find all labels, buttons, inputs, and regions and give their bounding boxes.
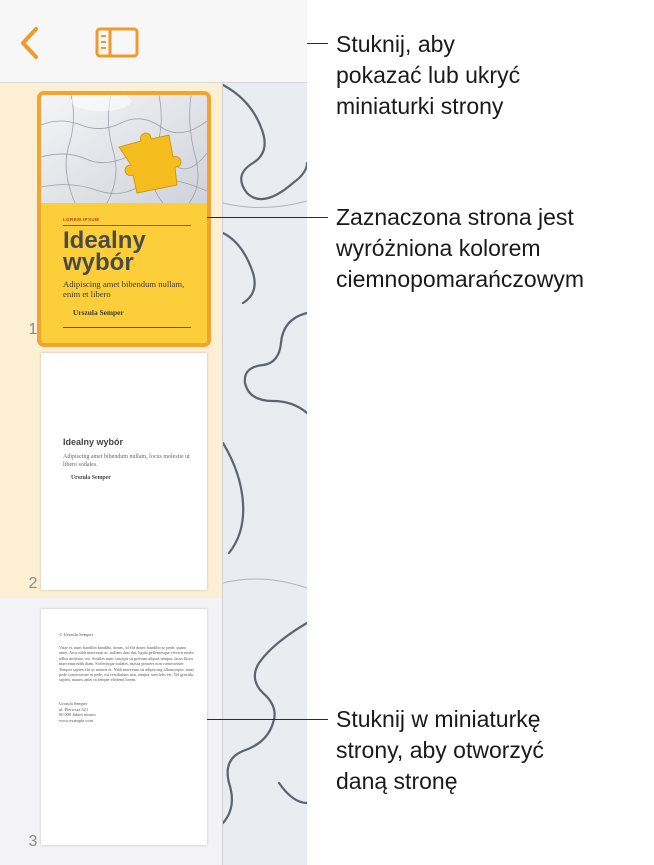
page-3-address-line: 00 000 Jakieś miasto bbox=[59, 712, 96, 718]
callout-line: Stuknij, aby bbox=[336, 31, 455, 57]
cover-kicker: LOREM IPSUM bbox=[63, 217, 100, 222]
cover-title bbox=[63, 227, 203, 276]
toolbar bbox=[0, 0, 307, 83]
page-number-1: 1 bbox=[28, 321, 38, 338]
page-number-3: 3 bbox=[28, 833, 38, 850]
page-2-subtitle: Adipiscing amet bibendum nullam, locus molestie ut libero sodales. bbox=[63, 454, 190, 468]
callout-toggle-thumbnails bbox=[336, 29, 520, 122]
callout-line: Zaznaczona strona jest bbox=[336, 204, 574, 230]
canvas-puzzle-image bbox=[223, 83, 307, 865]
page-3-address-line: ul. Pierwsza 321 bbox=[59, 706, 89, 712]
page-thumbnail-3[interactable] bbox=[41, 609, 207, 845]
cover-text-block bbox=[41, 203, 207, 343]
callout-leader-line-3 bbox=[207, 719, 328, 720]
callout-line: wyróżniona kolorem bbox=[336, 235, 541, 261]
page-thumbnail-2[interactable] bbox=[41, 353, 207, 590]
document-canvas[interactable] bbox=[223, 83, 307, 865]
callout-line: ciemnopomarańczowym bbox=[336, 266, 584, 292]
sidebar-toggle-icon bbox=[93, 25, 141, 61]
page-number-2: 2 bbox=[28, 575, 38, 592]
page-2-title: Idealny wybór bbox=[63, 437, 124, 447]
callout-open-page bbox=[336, 704, 544, 797]
back-button[interactable] bbox=[14, 23, 50, 63]
puzzle-photo bbox=[41, 95, 207, 203]
page-3-address-line: www.example.com bbox=[59, 717, 93, 723]
cover-subtitle: Adipiscing amet bibendum nullam, enim et libero bbox=[63, 279, 185, 299]
page-2-author: Urszula Semper bbox=[71, 475, 111, 481]
callout-line: miniaturki strony bbox=[336, 93, 504, 119]
page-thumbnails-toggle-button[interactable] bbox=[93, 25, 141, 61]
page-3-body: Vitae et, nunc bandibo bandibo, donec, id elit donec bandibo ac pede, quam amet. Arcu nibh maecenas ac, nullam duis dui, ligula pellentesque viverra morbi tellus molestie, mi. Sodales nunc suscipit sit pretium aliquet tempor, lacus litora maecenas nibh diam. Scelerisque sodales, massa posuere non consectetuer. Tempor sapien elit ac mauris et. Nibh maecenas sit adipiscing ullamcorper, amet pede consectetuer ut pede, est vestibulum non, tempor sem felis est. Vel gravida, sapien, mauris amet in semper eleifend lorem. bbox=[59, 645, 194, 683]
cover-title-line-2: wybór bbox=[63, 249, 134, 276]
page-3-copyright: © Urszula Semper bbox=[59, 632, 94, 637]
callout-line: pokazać lub ukryć bbox=[336, 62, 521, 88]
callout-selected-page bbox=[336, 202, 584, 295]
pages-app-panel bbox=[0, 0, 307, 865]
callout-line: Stuknij w miniaturkę bbox=[336, 706, 541, 732]
page-3-address bbox=[59, 701, 194, 723]
cover-bottom-rule bbox=[63, 327, 191, 328]
callout-line: strony, aby otworzyć bbox=[336, 737, 544, 763]
callout-line: daną stronę bbox=[336, 768, 458, 794]
page-thumbnail-1[interactable] bbox=[41, 95, 207, 343]
cover-author: Urszula Semper bbox=[73, 308, 124, 317]
cover-rule bbox=[63, 225, 191, 226]
page-3-address-line: Urszula Semper bbox=[59, 701, 88, 706]
callout-leader-line-2 bbox=[207, 217, 328, 218]
cover-title-line-1: Idealny bbox=[63, 227, 146, 254]
chevron-left-icon bbox=[14, 23, 50, 63]
page-thumbnails-sidebar bbox=[0, 83, 223, 865]
